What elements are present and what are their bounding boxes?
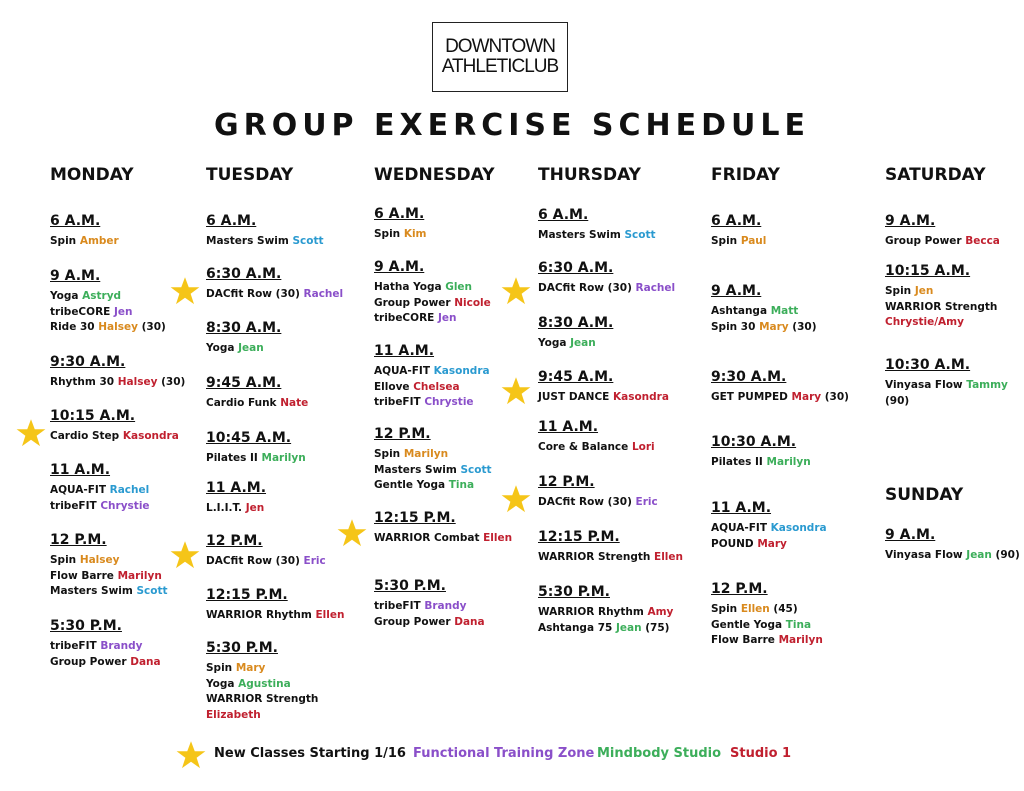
logo-line-1: DOWNTOWN [445, 36, 555, 57]
instructor-name: Elizabeth [206, 708, 261, 721]
instructor-name: Mary [791, 391, 822, 403]
instructor-name: Agustina [238, 677, 291, 690]
class-block-mon [50, 462, 200, 514]
instructor-name: Jen [245, 502, 265, 514]
class-entry [538, 495, 688, 511]
instructor-name: Paul [740, 235, 767, 247]
class-entry [711, 521, 861, 537]
class-entry [538, 605, 688, 621]
instructor-name: Scott [292, 235, 324, 247]
class-time: 6 A.M. [374, 206, 425, 222]
class-entry [206, 692, 356, 708]
class-entry [538, 621, 688, 637]
class-name: tribeFIT [374, 600, 425, 612]
legend-new-classes: New Classes Starting 1/16 [214, 746, 406, 761]
class-name: Pilates II [206, 452, 262, 464]
class-entry [50, 584, 200, 600]
class-name: DACfit Row (30) [538, 282, 636, 294]
instructor-name: Ellen [654, 551, 683, 563]
instructor-name: Scott [460, 463, 492, 476]
class-entry [538, 336, 688, 352]
class-time: 9:30 A.M. [711, 369, 787, 385]
class-name: Flow Barre [50, 569, 118, 582]
class-name: (30) [137, 321, 166, 333]
class-name: (75) [641, 621, 670, 634]
class-name: Spin [885, 285, 915, 297]
class-block-tue [206, 480, 356, 517]
instructor-name: Jean [570, 337, 596, 349]
instructor-name: Halsey [117, 376, 158, 388]
class-entry [206, 287, 356, 303]
instructor-name: Brandy [424, 600, 467, 612]
class-entry [885, 284, 1024, 300]
class-time: 9 A.M. [885, 527, 936, 543]
class-name: Group Power [374, 296, 455, 309]
class-block-fri [711, 581, 861, 649]
new-class-star-icon [501, 276, 531, 306]
class-block-tue [206, 213, 356, 250]
instructor-name: Marilyn [778, 634, 823, 646]
class-entry [50, 483, 200, 499]
day-header-sunday: SUNDAY [885, 485, 964, 505]
class-entry [711, 320, 861, 336]
class-time: 9 A.M. [374, 259, 425, 275]
instructor-name: Jean [238, 342, 264, 354]
class-block-wed [374, 206, 524, 243]
class-block-thu [538, 529, 688, 566]
class-time: 10:15 A.M. [50, 408, 136, 424]
class-entry [374, 447, 524, 463]
class-name: Spin [374, 228, 404, 240]
instructor-name: Scott [624, 229, 656, 241]
class-entry [50, 305, 200, 321]
class-block-tue [206, 266, 356, 303]
class-block-mon [50, 618, 200, 670]
page-title: GROUP EXERCISE SCHEDULE [213, 108, 811, 143]
class-block-tue [206, 640, 356, 723]
class-time: 12 P.M. [538, 474, 595, 490]
instructor-name: Tammy [966, 379, 1008, 391]
class-name: WARRIOR Strength [885, 300, 998, 313]
class-name: (30) [157, 376, 186, 388]
class-name: Ride 30 [50, 321, 99, 333]
class-time: 9:45 A.M. [538, 369, 614, 385]
class-entry [711, 455, 861, 471]
class-name: POUND [711, 537, 758, 550]
class-entry [206, 501, 356, 517]
class-entry [538, 228, 688, 244]
class-time: 12 P.M. [50, 532, 107, 548]
class-block-tue [206, 430, 356, 467]
class-time: 11 A.M. [50, 462, 111, 478]
class-time: 12:15 P.M. [538, 529, 620, 545]
class-time: 9 A.M. [50, 268, 101, 284]
class-name: Masters Swim [50, 585, 137, 597]
class-time: 5:30 P.M. [50, 618, 122, 634]
instructor-name: Chrystie [100, 499, 150, 512]
class-time: 6:30 A.M. [538, 260, 614, 276]
class-name: Gentle Yoga [711, 618, 786, 631]
class-block-sat [885, 357, 1024, 409]
legend-mindbody-studio: Mindbody Studio [597, 746, 722, 761]
class-time: 12:15 P.M. [206, 587, 288, 603]
class-name: Spin 30 [711, 320, 760, 333]
class-block-fri [711, 369, 861, 406]
instructor-name: Mary [757, 537, 787, 550]
class-block-fri [711, 213, 861, 250]
instructor-name: Kim [403, 228, 427, 240]
class-name: tribeFIT [50, 640, 101, 652]
instructor-name: Matt [770, 305, 799, 317]
class-entry [538, 390, 688, 406]
instructor-name: Rachel [303, 288, 344, 300]
class-name: Group Power [50, 655, 131, 668]
class-time: 5:30 P.M. [374, 578, 446, 594]
class-block-tue [206, 320, 356, 357]
class-name: (45) [769, 603, 798, 615]
class-name: Vinyasa Flow [885, 549, 967, 561]
class-name: Vinyasa Flow [885, 379, 967, 391]
class-block-thu [538, 419, 688, 456]
class-block-thu [538, 260, 688, 297]
class-name: Spin [374, 448, 404, 460]
class-time: 12 P.M. [374, 426, 431, 442]
instructor-name: Halsey [98, 321, 138, 333]
day-header-wednesday: WEDNESDAY [374, 165, 495, 185]
instructor-name: Dana [130, 655, 161, 668]
day-header-tuesday: TUESDAY [206, 165, 294, 185]
class-entry [206, 677, 356, 693]
class-name: WARRIOR Rhythm [206, 609, 316, 621]
instructor-name: Rachel [109, 484, 150, 496]
instructor-name: Ellen [315, 609, 345, 621]
instructor-name: Mary [759, 320, 789, 333]
class-entry [711, 304, 861, 320]
instructor-name: Mary [235, 662, 266, 674]
class-block-wed [374, 578, 524, 630]
class-entry [374, 463, 524, 479]
instructor-name: Jean [615, 621, 642, 634]
class-block-thu [538, 584, 688, 636]
class-entry [538, 281, 688, 297]
new-class-star-icon [501, 484, 531, 514]
new-class-star-icon [501, 376, 531, 406]
class-block-thu [538, 474, 688, 511]
class-entry [885, 234, 1024, 250]
day-header-monday: MONDAY [50, 165, 134, 185]
instructor-name: Marilyn [261, 452, 306, 464]
class-time: 9 A.M. [885, 213, 936, 229]
new-class-star-icon [170, 540, 200, 570]
class-name: tribeFIT [374, 396, 425, 408]
instructor-name: Amy [647, 606, 674, 618]
legend-star-icon [176, 740, 206, 770]
class-time: 10:15 A.M. [885, 263, 971, 279]
class-entry [538, 440, 688, 456]
class-name: (90) [885, 394, 910, 407]
class-time: 11 A.M. [374, 343, 435, 359]
class-entry [538, 550, 688, 566]
class-time: 10:30 A.M. [885, 357, 971, 373]
class-name: AQUA-FIT [50, 484, 110, 496]
class-entry [50, 655, 200, 671]
class-entry [711, 390, 861, 406]
class-time: 5:30 P.M. [206, 640, 278, 656]
class-name: Ellove [374, 380, 414, 393]
class-entry [206, 451, 356, 467]
class-entry [50, 375, 200, 391]
instructor-name: Ellen [740, 603, 770, 615]
day-header-saturday: SATURDAY [885, 165, 986, 185]
class-entry [50, 639, 200, 655]
class-name: (30) [788, 320, 817, 333]
class-name: Group Power [374, 615, 455, 628]
class-entry [206, 234, 356, 250]
class-block-sat [885, 263, 1024, 331]
instructor-name: Scott [136, 585, 168, 597]
class-time: 11 A.M. [711, 500, 772, 516]
class-entry [50, 320, 200, 336]
class-entry [711, 234, 861, 250]
class-time: 12 P.M. [206, 533, 263, 549]
class-entry [885, 378, 1024, 394]
class-block-fri [711, 500, 861, 552]
class-entry [374, 531, 524, 547]
class-entry [206, 708, 356, 724]
class-time: 6 A.M. [206, 213, 257, 229]
class-time: 9:45 A.M. [206, 375, 282, 391]
class-name: Rhythm 30 [50, 376, 118, 388]
class-name: JUST DANCE [538, 391, 613, 403]
instructor-name: Becca [965, 235, 1000, 247]
class-name: AQUA-FIT [374, 365, 434, 377]
class-entry [50, 499, 200, 515]
class-name: Spin [711, 235, 741, 247]
instructor-name: Kasondra [122, 430, 179, 442]
class-name: WARRIOR Combat [374, 532, 484, 544]
class-time: 12:15 P.M. [374, 510, 456, 526]
instructor-name: Nicole [454, 296, 491, 309]
instructor-name: Lori [631, 441, 655, 453]
class-time: 8:30 A.M. [206, 320, 282, 336]
class-name: WARRIOR Rhythm [538, 606, 648, 618]
instructor-name: Kasondra [612, 391, 669, 403]
instructor-name: Marilyn [403, 448, 449, 460]
new-class-star-icon [337, 518, 367, 548]
class-time: 12 P.M. [711, 581, 768, 597]
class-name: Spin [50, 235, 80, 247]
class-name: Cardio Funk [206, 397, 281, 409]
class-entry [206, 554, 356, 570]
new-class-star-icon [16, 418, 46, 448]
class-name: Gentle Yoga [374, 479, 449, 491]
class-name: Masters Swim [374, 463, 461, 476]
class-name: Ashtanga [711, 305, 771, 317]
class-name: Ashtanga 75 [538, 621, 616, 634]
instructor-name: Tina [448, 479, 475, 491]
instructor-name: Ellen [483, 532, 513, 544]
class-entry [374, 599, 524, 615]
class-name: AQUA-FIT [711, 522, 771, 534]
class-name: Group Power [885, 235, 966, 247]
instructor-name: Jen [113, 305, 133, 318]
instructor-name: Jen [437, 312, 457, 324]
class-block-thu [538, 369, 688, 406]
instructor-name: Marilyn [766, 456, 811, 468]
class-entry [885, 300, 1024, 316]
class-entry [711, 633, 861, 649]
instructor-name: Chelsea [413, 380, 460, 393]
instructor-name: Chrystie/Amy [885, 316, 964, 328]
class-time: 11 A.M. [538, 419, 599, 435]
class-time: 6 A.M. [50, 213, 101, 229]
class-entry [885, 548, 1024, 564]
class-name: Cardio Step [50, 430, 123, 442]
class-entry [50, 429, 200, 445]
class-block-thu [538, 315, 688, 352]
class-name: DACfit Row (30) [538, 496, 636, 508]
class-block-thu [538, 207, 688, 244]
class-block-fri [711, 434, 861, 471]
instructor-name: Kasondra [770, 522, 827, 534]
class-name: Yoga [538, 337, 571, 349]
legend-functional-training-zone: Functional Training Zone [413, 746, 595, 761]
instructor-name: Brandy [100, 640, 143, 652]
class-name: DACfit Row (30) [206, 288, 304, 300]
instructor-name: Jean [966, 549, 992, 561]
instructor-name: Glen [445, 281, 473, 293]
class-name: WARRIOR Strength [538, 551, 655, 563]
class-time: 11 A.M. [206, 480, 267, 496]
new-class-star-icon [170, 276, 200, 306]
class-name: Yoga [206, 677, 239, 690]
instructor-name: Astryd [82, 290, 122, 302]
class-name: GET PUMPED [711, 391, 792, 403]
instructor-name: Marilyn [117, 569, 162, 582]
class-name: DACfit Row (30) [206, 555, 304, 567]
class-block-fri [711, 283, 861, 335]
class-time: 10:30 A.M. [711, 434, 797, 450]
class-time: 9:30 A.M. [50, 354, 126, 370]
class-name: (30) [821, 391, 849, 403]
class-entry [374, 615, 524, 631]
class-name: Yoga [206, 342, 239, 354]
class-name: Hatha Yoga [374, 281, 446, 293]
instructor-name: Eric [303, 555, 326, 567]
class-name: Spin [206, 662, 236, 674]
class-name: Pilates II [711, 456, 767, 468]
class-entry [374, 227, 524, 243]
class-block-sat [885, 213, 1024, 250]
class-name: (90) [991, 549, 1020, 561]
class-entry [711, 537, 861, 553]
instructor-name: Halsey [79, 554, 120, 566]
instructor-name: Nate [280, 397, 309, 409]
class-entry [206, 608, 356, 624]
class-entry [374, 311, 524, 327]
day-header-thursday: THURSDAY [538, 165, 641, 185]
instructor-name: Jen [914, 285, 934, 297]
class-time: 8:30 A.M. [538, 315, 614, 331]
instructor-name: Eric [635, 496, 658, 508]
class-name: Yoga [50, 290, 83, 302]
class-name: tribeCORE [374, 312, 438, 324]
class-name: tribeFIT [50, 499, 101, 512]
class-block-mon [50, 408, 200, 445]
class-entry [50, 234, 200, 250]
legend-studio-1: Studio 1 [730, 746, 792, 761]
day-header-friday: FRIDAY [711, 165, 780, 185]
class-entry [206, 396, 356, 412]
class-time: 6:30 A.M. [206, 266, 282, 282]
class-block-tue [206, 375, 356, 412]
class-name: tribeCORE [50, 305, 114, 318]
instructor-name: Chrystie [424, 396, 474, 408]
class-block-mon [50, 213, 200, 250]
class-block-tue [206, 533, 356, 570]
class-block-tue [206, 587, 356, 624]
class-time: 9 A.M. [711, 283, 762, 299]
class-entry [885, 394, 1024, 410]
class-name: Spin [711, 603, 741, 615]
class-entry [206, 661, 356, 677]
class-block-wed [374, 510, 524, 547]
class-block-sun [885, 527, 1024, 564]
class-entry [711, 618, 861, 634]
class-entry [50, 569, 200, 585]
instructor-name: Kasondra [433, 365, 490, 377]
instructor-name: Amber [79, 235, 119, 247]
class-name: L.I.I.T. [206, 502, 246, 514]
class-name: Flow Barre [711, 634, 779, 646]
class-entry [885, 315, 1024, 331]
instructor-name: Rachel [635, 282, 676, 294]
class-time: 6 A.M. [538, 207, 589, 223]
class-name: Masters Swim [538, 229, 625, 241]
class-time: 5:30 P.M. [538, 584, 610, 600]
class-time: 6 A.M. [711, 213, 762, 229]
logo-line-2: ATHLETICLUB [441, 56, 559, 77]
class-time: 10:45 A.M. [206, 430, 292, 446]
class-entry [711, 602, 861, 618]
class-name: Spin [50, 554, 80, 566]
class-entry [206, 341, 356, 357]
class-name: WARRIOR Strength [206, 693, 319, 705]
class-block-mon [50, 354, 200, 391]
class-name: Core & Balance [538, 441, 632, 453]
club-logo [432, 22, 568, 92]
class-name: Masters Swim [206, 235, 293, 247]
instructor-name: Tina [785, 618, 812, 631]
instructor-name: Dana [454, 615, 485, 628]
